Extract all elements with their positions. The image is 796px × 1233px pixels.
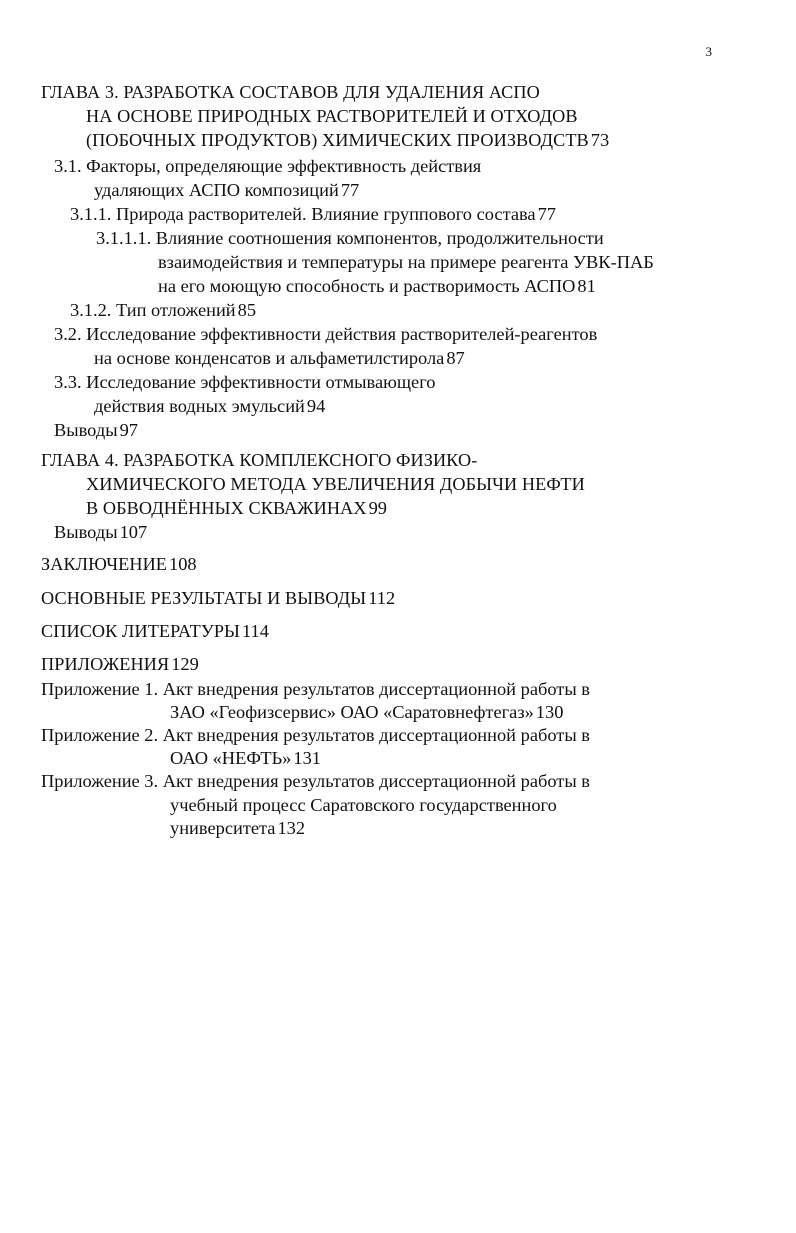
toc-text-line: на его моющую способность и растворимость АСПО [158, 276, 576, 296]
toc-page-number: 73 [590, 130, 610, 150]
toc-text-line: 3.1.1. Природа растворителей. Влияние группового состава [70, 204, 536, 224]
toc-text-line: 3.1.2. Тип отложений [70, 300, 236, 320]
toc-text-line: ЗАО «Геофизсервис» ОАО «Саратовнефтегаз» [170, 702, 534, 722]
toc-text-line: ПРИЛОЖЕНИЯ [41, 654, 170, 674]
toc-text-line: университета [170, 818, 276, 838]
toc-page-number: 94 [306, 396, 326, 416]
toc-text-line: Выводы [54, 420, 118, 440]
toc-page-number: 114 [242, 621, 269, 641]
toc-text-line: Приложение 2. Акт внедрения результатов диссертационной работы в [41, 725, 590, 745]
toc-text-line: действия водных эмульсий [94, 396, 305, 416]
toc-text-line: ГЛАВА 4. РАЗРАБОТКА КОМПЛЕКСНОГО ФИЗИКО- [41, 450, 478, 470]
toc-text-line: 3.2. Исследование эффективности действия растворителей-реагентов [54, 324, 598, 344]
toc-page-number: 107 [119, 522, 148, 542]
toc-text-line: НА ОСНОВЕ ПРИРОДНЫХ РАСТВОРИТЕЛЕЙ И ОТХОДОВ [86, 106, 578, 126]
toc-text-line: Приложение 3. Акт внедрения результатов диссертационной работы в [41, 771, 590, 791]
toc-text-line: 3.3. Исследование эффективности отмывающего [54, 372, 436, 392]
toc-text-line: ОСНОВНЫЕ РЕЗУЛЬТАТЫ И ВЫВОДЫ [41, 588, 367, 608]
toc-page-number: 97 [119, 420, 138, 440]
toc-text-line: В ОБВОДНЁННЫХ СКВАЖИНАХ [86, 498, 367, 518]
page-number: 3 [705, 44, 712, 59]
toc-page-number: 132 [277, 818, 306, 838]
toc-page-number: 87 [446, 348, 465, 368]
toc-page-number: 77 [537, 204, 556, 224]
toc-page-number: 108 [169, 554, 197, 574]
toc-text-line: 3.1. Факторы, определяющие эффективность действия [54, 156, 482, 176]
toc-text-line: (ПОБОЧНЫХ ПРОДУКТОВ) ХИМИЧЕСКИХ ПРОИЗВОДСТВ [86, 130, 589, 150]
toc-text-line: Выводы [54, 522, 118, 542]
toc-text-line: учебный процесс Саратовского государственного [170, 795, 557, 815]
toc-page-number: 85 [237, 300, 257, 320]
toc-text-line: ГЛАВА 3. РАЗРАБОТКА СОСТАВОВ ДЛЯ УДАЛЕНИЯ АСПО [41, 82, 540, 102]
toc-page-number: 112 [368, 588, 396, 608]
toc-text-line: 3.1.1.1. Влияние соотношения компонентов, продолжительности [96, 228, 604, 248]
toc-text-line: ЗАКЛЮЧЕНИЕ [41, 554, 168, 574]
toc-text-line: СПИСОК ЛИТЕРАТУРЫ [41, 621, 241, 641]
toc-text-line: ОАО «НЕФТЬ» [170, 748, 292, 768]
toc-text-line: взаимодействия и температуры на примере реагента УВК-ПАБ [158, 252, 654, 272]
toc-page-number: 81 [577, 276, 596, 296]
toc-text-line: Приложение 1. Акт внедрения результатов диссертационной работы в [41, 679, 590, 699]
toc-page-number: 130 [535, 702, 564, 722]
toc-text-line: на основе конденсатов и альфаметилстирола [94, 348, 445, 368]
toc-text-line: ХИМИЧЕСКОГО МЕТОДА УВЕЛИЧЕНИЯ ДОБЫЧИ НЕФТИ [86, 474, 585, 494]
toc-page-number: 131 [293, 748, 321, 768]
toc-page-number: 77 [340, 180, 360, 200]
toc-page-number: 129 [171, 654, 199, 674]
toc-text-line: удаляющих АСПО композиций [94, 180, 339, 200]
toc-page-number: 99 [368, 498, 387, 518]
